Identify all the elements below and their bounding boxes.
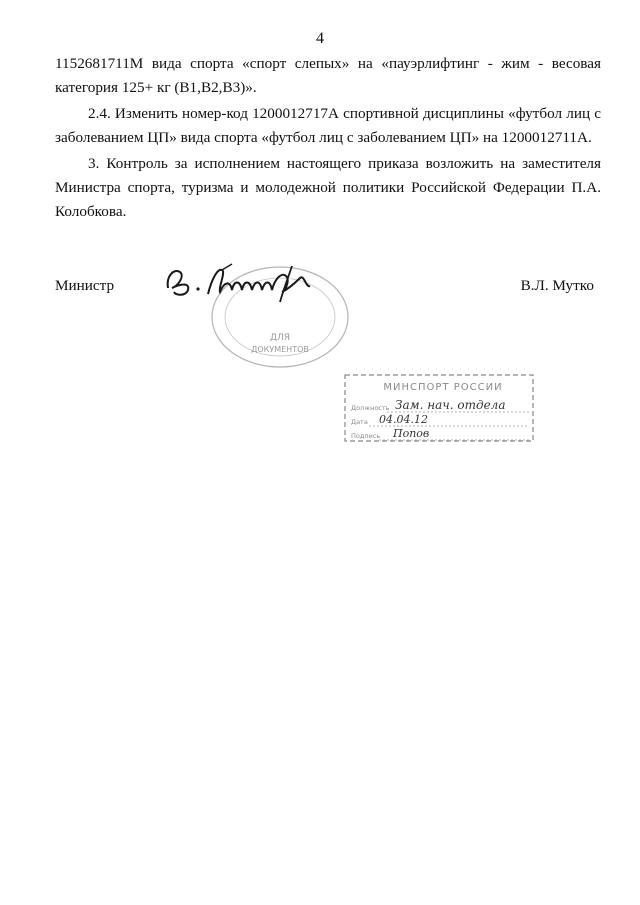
signatory-name: В.Л. Мутко — [520, 277, 594, 294]
registration-stamp — [343, 373, 535, 443]
svg-text:Должность: Должность — [351, 404, 390, 412]
signatory-title: Министр — [55, 277, 115, 294]
svg-text:Дата: Дата — [351, 418, 368, 426]
svg-text:ДОКУМЕНТОВ: ДОКУМЕНТОВ — [251, 345, 309, 354]
svg-text:Попов: Попов — [393, 427, 430, 440]
paragraph-continuation: 1152681711М вида спорта «спорт слепых» на «пауэрлифтинг - жим - весовая категория 125+ кг (В1,В2,В3)». — [55, 55, 601, 96]
paragraph-item-2-4: 2.4. Изменить номер-код 1200012717А спортивной дисциплины «футбол лиц с заболеванием ЦП» вида спорта «футбол лиц с заболеванием ЦП» на 1200012711А. — [55, 105, 601, 146]
page-number: 4 — [316, 30, 324, 47]
svg-text:Подпись: Подпись — [351, 432, 381, 440]
handwritten-signature — [160, 258, 340, 304]
svg-text:МИНСПОРТ РОССИИ: МИНСПОРТ РОССИИ — [383, 382, 503, 393]
svg-text:ДЛЯ: ДЛЯ — [269, 333, 291, 343]
paragraph-item-3: 3. Контроль за исполнением настоящего приказа возложить на заместителя Министра спорта, туризма и молодежной политики Российской Федерации П.А. Колобкова. — [55, 155, 601, 220]
svg-text:Зам. нач. отдела: Зам. нач. отдела — [395, 398, 506, 412]
svg-text:04.04.12: 04.04.12 — [379, 413, 428, 426]
